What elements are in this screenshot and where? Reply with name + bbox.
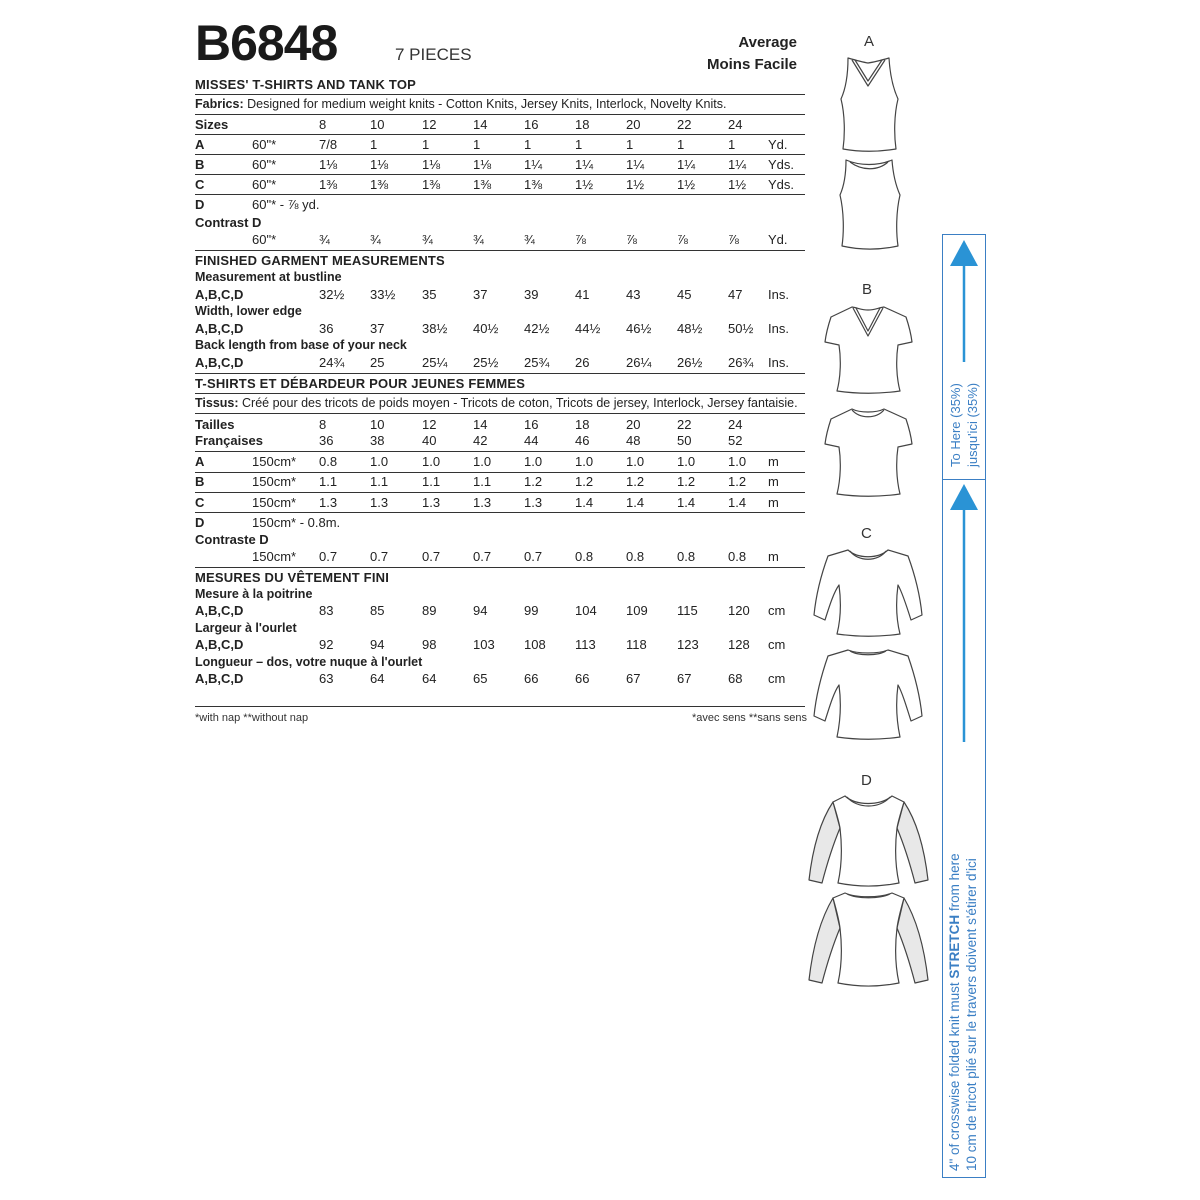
measurement-row-width (195, 321, 805, 339)
view-label-a: A (864, 33, 875, 50)
value-cell: 1 (524, 137, 532, 152)
footnote-fr: *avec sens **sans sens (692, 712, 807, 724)
value-cell: 98 (422, 637, 437, 652)
francaises-row (195, 433, 805, 451)
unit-cell: cm (768, 603, 786, 618)
size-cell: 20 (626, 417, 641, 432)
value-cell: 0.8 (575, 549, 594, 564)
size-cell: 38 (370, 433, 385, 448)
value-cell: 118 (626, 637, 647, 652)
value-cell: 1½ (728, 177, 747, 192)
yardage-row-b (195, 157, 805, 175)
size-cell: 46 (575, 433, 590, 448)
value-cell: 0.7 (524, 549, 543, 564)
value-cell: 1 (422, 137, 430, 152)
value-cell: 115 (677, 603, 698, 618)
divider (195, 174, 805, 175)
value-cell: 25¼ (422, 355, 448, 370)
value-cell: 1.3 (319, 495, 338, 510)
value-cell: 65 (473, 671, 488, 686)
divider (195, 393, 805, 394)
value-cell: 7/8 (319, 137, 338, 152)
value-cell: 37 (370, 321, 385, 336)
tshirt-d-back-illustration (833, 893, 904, 986)
value-cell: 48½ (677, 321, 703, 336)
view-label-b: B (862, 281, 873, 298)
value-cell: 1¼ (626, 157, 645, 172)
value-cell: 0.7 (370, 549, 389, 564)
metrage-row-c (195, 495, 805, 513)
unit-cell: cm (768, 671, 786, 686)
value-cell: 0.7 (473, 549, 492, 564)
views-cell: A,B,C,D (195, 603, 244, 618)
size-cell: 18 (575, 417, 590, 432)
unit-cell: m (768, 474, 779, 489)
tshirt-b-front-illustration (825, 307, 912, 393)
value-cell: ¾ (473, 232, 484, 247)
value-cell: 103 (473, 637, 495, 652)
width-cell: 150cm* - 0.8m. (252, 515, 341, 530)
value-cell: 1.2 (728, 474, 747, 489)
tshirt-c-front-illustration (814, 550, 922, 636)
value-cell: 89 (422, 603, 437, 618)
value-cell: 40½ (473, 321, 499, 336)
metrage-row-d (195, 515, 805, 533)
measurement-label: Largeur à l'ourlet (195, 621, 297, 635)
value-cell: 1.1 (422, 474, 441, 489)
value-cell: 1½ (677, 177, 696, 192)
value-cell: 25 (370, 355, 385, 370)
unit-cell: cm (768, 637, 786, 652)
view-cell: B (195, 157, 205, 172)
value-cell: 1¼ (677, 157, 696, 172)
width-cell: 150cm* (252, 474, 297, 489)
fabrics-text: Designed for medium weight knits - Cotton Knits, Jersey Knits, Interlock, Novelty Knits. (247, 97, 727, 111)
value-cell: 26¼ (626, 355, 652, 370)
value-cell: 1.0 (524, 454, 543, 469)
view-label-d: D (861, 772, 872, 789)
size-cell: 20 (626, 117, 641, 132)
divider (195, 492, 805, 493)
size-cell: 16 (524, 117, 539, 132)
size-cell: 24 (728, 417, 743, 432)
value-cell: ⅞ (626, 232, 637, 247)
footnote-en: *with nap **without nap (195, 712, 309, 724)
value-cell: ⅞ (575, 232, 586, 247)
view-cell: A (195, 137, 205, 152)
value-cell: 25¾ (524, 355, 550, 370)
view-label-c: C (861, 525, 872, 542)
value-cell: 1.0 (626, 454, 645, 469)
measurement-label: Mesure à la poitrine (195, 587, 313, 601)
difficulty-en: Average (738, 34, 797, 51)
contrast-label-row (195, 215, 805, 233)
value-cell: ¾ (319, 232, 330, 247)
value-cell: 25½ (473, 355, 499, 370)
value-cell: 1⅛ (319, 157, 338, 172)
size-cell: 42 (473, 433, 488, 448)
value-cell: 24¾ (319, 355, 345, 370)
contrast-row (195, 232, 805, 250)
value-cell: 94 (370, 637, 385, 652)
value-cell: 94 (473, 603, 488, 618)
value-cell: 1.4 (728, 495, 747, 510)
size-cell: 14 (473, 417, 488, 432)
divider (195, 472, 805, 473)
value-cell: 1.0 (728, 454, 747, 469)
tank-front-illustration (841, 58, 898, 151)
difficulty-fr: Moins Facile (706, 56, 797, 73)
view-cell: C (195, 495, 205, 510)
stretch-instruction-fr: 10 cm de tricot plié sur le travers doivent s'étirer d'ici (964, 858, 979, 1171)
value-cell: 83 (319, 603, 334, 618)
value-cell: 99 (524, 603, 539, 618)
value-cell: 1.4 (626, 495, 645, 510)
value-cell: 128 (728, 637, 750, 652)
value-cell: 1 (728, 137, 736, 152)
value-cell: 1.3 (473, 495, 492, 510)
sleeve-contrast-illustration (809, 898, 840, 983)
value-cell: 26½ (677, 355, 703, 370)
value-cell: ¾ (370, 232, 381, 247)
value-cell: 1.2 (524, 474, 543, 489)
mesures-title: MESURES DU VÊTEMENT FINI (195, 570, 390, 585)
size-cell: 18 (575, 117, 590, 132)
divider (195, 413, 805, 414)
sleeve-contrast-illustration (809, 802, 840, 883)
value-cell: 1.0 (677, 454, 696, 469)
value-cell: 45 (677, 287, 692, 302)
value-cell: 1⅜ (319, 177, 338, 192)
sleeve-contrast-illustration (897, 802, 928, 883)
unit-cell: m (768, 549, 779, 564)
size-cell: 10 (370, 117, 385, 132)
value-cell: 64 (370, 671, 385, 686)
value-cell: 108 (524, 637, 546, 652)
size-cell: 22 (677, 417, 692, 432)
value-cell: 68 (728, 671, 743, 686)
size-cell: 14 (473, 117, 488, 132)
value-cell: 1⅜ (473, 177, 492, 192)
tshirt-c-back-illustration (814, 650, 922, 739)
unit-cell: Yds. (768, 157, 795, 172)
value-cell: 37 (473, 287, 488, 302)
views-cell: A,B,C,D (195, 355, 244, 370)
width-cell: 60"* (252, 177, 277, 192)
value-cell: 26¾ (728, 355, 754, 370)
measurement-label: Back length from base of your neck (195, 338, 407, 352)
divider (195, 706, 805, 707)
value-cell: 0.8 (319, 454, 338, 469)
value-cell: 43 (626, 287, 641, 302)
value-cell: 1.1 (370, 474, 389, 489)
contraste-row (195, 549, 805, 567)
value-cell: 1.2 (575, 474, 594, 489)
value-cell: 1.0 (370, 454, 389, 469)
french-title: T-SHIRTS ET DÉBARDEUR POUR JEUNES FEMMES (195, 376, 526, 391)
measurement-row-bust (195, 287, 805, 305)
size-cell: 8 (319, 417, 327, 432)
pattern-code: B6848 (195, 15, 338, 71)
unit-cell: m (768, 454, 779, 469)
divider (195, 373, 805, 374)
divider (195, 154, 805, 155)
tailles-label: Tailles (195, 417, 235, 432)
size-cell: 40 (422, 433, 437, 448)
value-cell: 1.3 (370, 495, 389, 510)
value-cell: 1⅛ (370, 157, 389, 172)
width-cell: 150cm* (252, 454, 297, 469)
tshirt-d-front-illustration (833, 796, 904, 886)
value-cell: 33½ (370, 287, 396, 302)
contrast-label: Contrast D (195, 215, 262, 230)
divider (195, 94, 805, 95)
value-cell: 64 (422, 671, 437, 686)
size-cell: 52 (728, 433, 743, 448)
value-cell: 1.3 (524, 495, 543, 510)
contraste-label-row (195, 532, 805, 550)
value-cell: 1 (626, 137, 634, 152)
value-cell: 113 (575, 637, 596, 652)
width-cell: 150cm* (252, 495, 297, 510)
value-cell: 1.0 (473, 454, 492, 469)
width-cell: 60"* - ⅞ yd. (252, 197, 320, 212)
value-cell: 1.4 (677, 495, 696, 510)
sizes-label: Sizes (195, 117, 229, 132)
width-cell: 60"* (252, 137, 277, 152)
tissus-text: Créé pour des tricots de poids moyen - Tricots de coton, Tricots de jersey, Interlock, Jersey fantaisie. (242, 396, 798, 410)
size-cell: 12 (422, 417, 437, 432)
stretch-instruction-en (947, 853, 962, 1171)
value-cell: 66 (575, 671, 590, 686)
tank-back-illustration (840, 160, 900, 249)
size-cell: 50 (677, 433, 692, 448)
value-cell: 50½ (728, 321, 754, 336)
stretch-post: from here (947, 853, 962, 915)
value-cell: 0.8 (677, 549, 696, 564)
value-cell: 1¼ (575, 157, 594, 172)
value-cell: 1.1 (473, 474, 492, 489)
mesure-row-longueur (195, 671, 805, 689)
size-cell: 16 (524, 417, 539, 432)
value-cell: 36 (319, 321, 334, 336)
width-cell: 150cm* (252, 549, 297, 564)
yardage-row-d (195, 197, 805, 215)
width-cell: 60"* (252, 157, 277, 172)
size-cell: 8 (319, 117, 327, 132)
value-cell: 42½ (524, 321, 550, 336)
views-cell: A,B,C,D (195, 637, 244, 652)
unit-cell: Ins. (768, 321, 789, 336)
value-cell: 85 (370, 603, 385, 618)
unit-cell: m (768, 495, 779, 510)
view-cell: B (195, 474, 205, 489)
value-cell: ¾ (524, 232, 535, 247)
size-cell: 22 (677, 117, 692, 132)
divider (195, 512, 805, 513)
metrage-row-b (195, 474, 805, 492)
tissus-label: Tissus: (195, 396, 239, 410)
measurements-title: FINISHED GARMENT MEASUREMENTS (195, 253, 445, 268)
value-cell: ⅞ (728, 232, 739, 247)
size-cell: 12 (422, 117, 437, 132)
fabrics-line (195, 97, 726, 111)
value-cell: 120 (728, 603, 750, 618)
value-cell: 63 (319, 671, 334, 686)
value-cell: 46½ (626, 321, 652, 336)
divider (195, 250, 805, 251)
value-cell: 104 (575, 603, 597, 618)
value-cell: 1 (575, 137, 583, 152)
view-cell: D (195, 515, 205, 530)
divider (195, 567, 805, 568)
to-here-en: To Here (35%) (948, 383, 963, 467)
sizes-row (195, 117, 805, 135)
value-cell: 39 (524, 287, 539, 302)
value-cell: 1.1 (319, 474, 338, 489)
value-cell: 0.7 (422, 549, 441, 564)
unit-cell: Yd. (768, 232, 788, 247)
tshirt-b-back-illustration (825, 409, 912, 496)
value-cell: 1⅛ (422, 157, 441, 172)
value-cell: 109 (626, 603, 648, 618)
value-cell: 41 (575, 287, 590, 302)
value-cell: 1 (677, 137, 685, 152)
to-here-fr: jusqu'ici (35%) (965, 382, 980, 467)
measurement-row-length (195, 355, 805, 373)
value-cell: 1⅜ (370, 177, 389, 192)
size-cell: 36 (319, 433, 334, 448)
mesure-row-poitrine (195, 603, 805, 621)
value-cell: 0.8 (728, 549, 747, 564)
value-cell: 1⅛ (473, 157, 492, 172)
fabrics-label: Fabrics: (195, 97, 244, 111)
view-cell: D (195, 197, 205, 212)
divider (195, 134, 805, 135)
value-cell: 1.3 (422, 495, 441, 510)
view-cell: A (195, 454, 205, 469)
contraste-label: Contraste D (195, 532, 269, 547)
value-cell: 1 (473, 137, 481, 152)
value-cell: 1.2 (677, 474, 696, 489)
value-cell: 92 (319, 637, 334, 652)
views-cell: A,B,C,D (195, 321, 244, 336)
english-title: MISSES' T-SHIRTS AND TANK TOP (195, 77, 416, 92)
value-cell: 44½ (575, 321, 601, 336)
value-cell: 1.0 (422, 454, 441, 469)
value-cell: ¾ (422, 232, 433, 247)
divider (195, 194, 805, 195)
size-cell: 44 (524, 433, 539, 448)
views-cell: A,B,C,D (195, 671, 244, 686)
value-cell: 0.8 (626, 549, 645, 564)
value-cell: 26 (575, 355, 590, 370)
yardage-row-c (195, 177, 805, 195)
value-cell: 1.4 (575, 495, 594, 510)
divider (195, 114, 805, 115)
stretch-gauge (942, 234, 986, 1178)
value-cell: 0.7 (319, 549, 338, 564)
size-cell: 48 (626, 433, 641, 448)
value-cell: 1⅜ (422, 177, 441, 192)
value-cell: 35 (422, 287, 437, 302)
stretch-pre: 4" of crosswise folded knit must (947, 978, 962, 1171)
value-cell: 1¼ (728, 157, 747, 172)
arrow-up-icon (950, 240, 978, 266)
mesure-row-largeur (195, 637, 805, 655)
size-cell: 10 (370, 417, 385, 432)
value-cell: 38½ (422, 321, 448, 336)
measurement-label: Measurement at bustline (195, 270, 342, 284)
divider (195, 451, 805, 452)
value-cell: 1½ (626, 177, 645, 192)
francaises-label: Françaises (195, 433, 263, 448)
unit-cell: Yd. (768, 137, 788, 152)
tissus-line (195, 396, 798, 410)
view-cell: C (195, 177, 205, 192)
value-cell: 1½ (575, 177, 594, 192)
arrow-up-icon (950, 484, 978, 510)
yardage-row-a (195, 137, 805, 155)
piece-count: 7 PIECES (395, 45, 472, 64)
value-cell: 1.0 (575, 454, 594, 469)
stretch-word: STRETCH (947, 914, 962, 979)
value-cell: 47 (728, 287, 743, 302)
measurement-label: Width, lower edge (195, 304, 302, 318)
value-cell: 67 (677, 671, 692, 686)
unit-cell: Ins. (768, 355, 789, 370)
measurement-label: Longueur – dos, votre nuque à l'ourlet (195, 655, 423, 669)
value-cell: 32½ (319, 287, 345, 302)
width-cell: 60"* (252, 232, 277, 247)
size-cell: 24 (728, 117, 743, 132)
value-cell: 1 (370, 137, 378, 152)
metrage-row-a (195, 454, 805, 472)
unit-cell: Ins. (768, 287, 789, 302)
unit-cell: Yds. (768, 177, 795, 192)
value-cell: ⅞ (677, 232, 688, 247)
value-cell: 1.2 (626, 474, 645, 489)
value-cell: 66 (524, 671, 539, 686)
sleeve-contrast-illustration (897, 898, 928, 983)
value-cell: 123 (677, 637, 699, 652)
value-cell: 1⅜ (524, 177, 543, 192)
value-cell: 1¼ (524, 157, 543, 172)
value-cell: 67 (626, 671, 641, 686)
views-cell: A,B,C,D (195, 287, 244, 302)
